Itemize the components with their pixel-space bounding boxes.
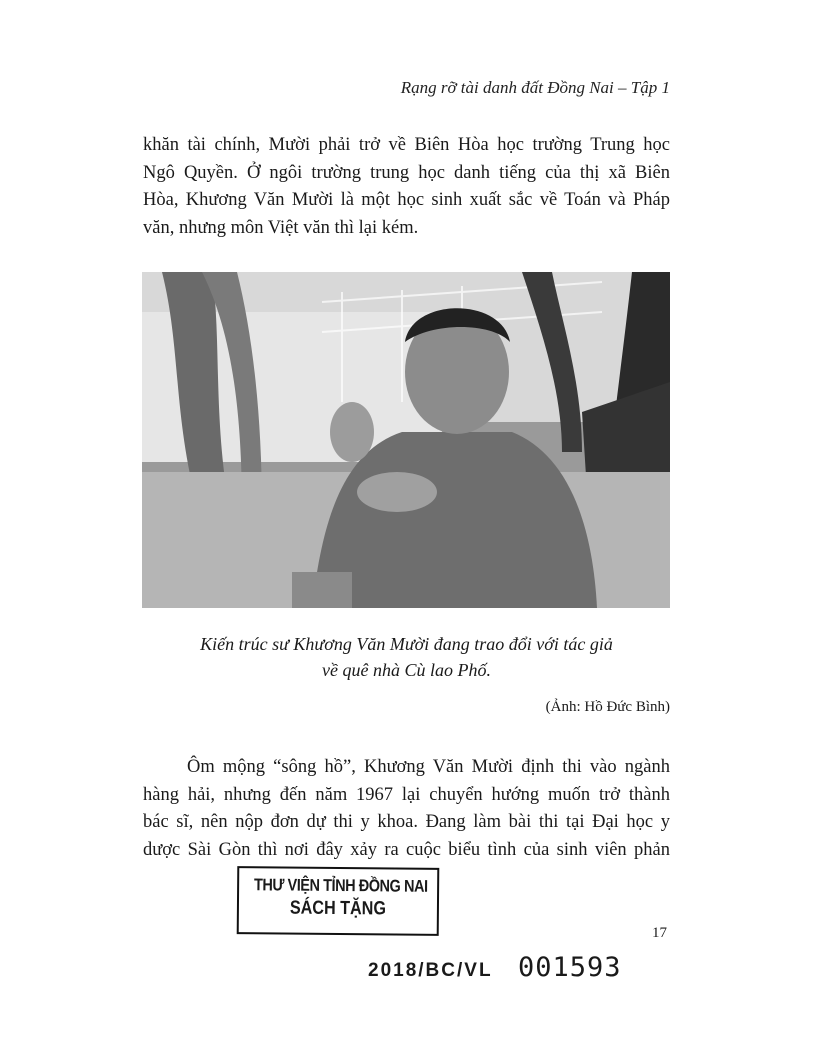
registration-code: 2018/BC/VL	[368, 960, 493, 981]
stamp-line-2: SÁCH TẶNG	[289, 897, 387, 920]
text-line: Ngô Quyền. Ở ngôi trường trung học danh tiếng của thị xã Biên	[143, 162, 670, 183]
accession-number: 001593	[518, 952, 622, 983]
caption-line: Kiến trúc sư Khương Văn Mười đang trao đổi với tác giả	[200, 634, 613, 654]
text-line: hàng hải, nhưng đến năm 1967 lại chuyển hướng muốn trở thành	[143, 784, 670, 805]
text-line: khăn tài chính, Mười phải trở về Biên Hòa học trường Trung học	[143, 135, 670, 155]
text-line: Ôm mộng “sông hồ”, Khương Văn Mười định thi vào ngành	[187, 757, 670, 777]
text-line: Hòa, Khương Văn Mười là một học sinh xuất sắc về Toán và Pháp	[143, 190, 670, 210]
text-line: văn, nhưng môn Việt văn thì lại kém.	[143, 217, 419, 238]
text-line: dược Sài Gòn thì nơi đây xảy ra cuộc biểu tình của sinh viên phản	[143, 839, 670, 860]
stamp-line-1: THƯ VIỆN TỈNH ĐỒNG NAI	[253, 875, 428, 896]
library-stamp	[237, 866, 440, 936]
photo-architect	[142, 272, 670, 608]
page-number: 17	[652, 925, 667, 941]
text-line: bác sĩ, nên nộp đơn dự thi y khoa. Đang làm bài thi tại Đại học y	[143, 812, 670, 832]
photo-caption	[143, 631, 670, 683]
photo-credit: (Ảnh: Hồ Đức Bình)	[545, 699, 670, 715]
paragraph-1	[143, 132, 670, 242]
photo-illustration	[142, 272, 670, 608]
caption-line: về quê nhà Cù lao Phố.	[322, 660, 491, 680]
paragraph-2	[143, 754, 670, 864]
running-header: Rạng rỡ tài danh đất Đồng Nai – Tập 1	[400, 78, 670, 97]
